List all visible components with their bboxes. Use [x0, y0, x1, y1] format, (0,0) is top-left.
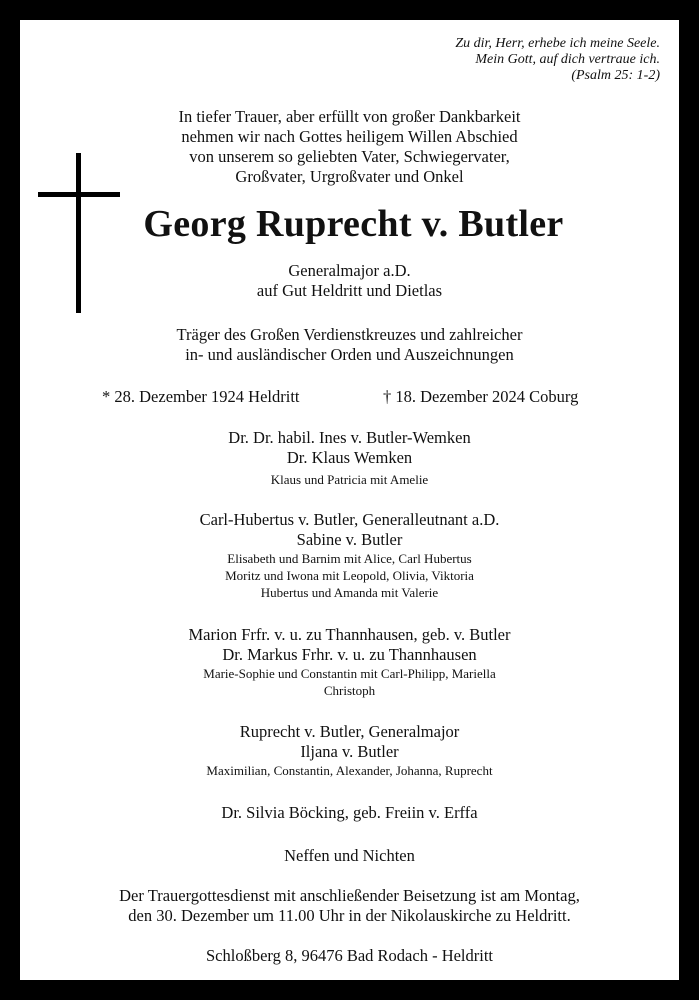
service-line: den 30. Dezember um 11.00 Uhr in der Nikolauskirche zu Heldritt.	[128, 906, 571, 925]
nephews-nieces: Neffen und Nichten	[284, 846, 415, 865]
family-group-4	[20, 722, 679, 779]
family-member: Dr. Markus Frhr. v. u. zu Thannhausen	[222, 645, 477, 664]
deceased-honors	[20, 325, 679, 365]
deceased-name: Georg Ruprecht v. Butler	[143, 203, 564, 245]
family-children: Marie-Sophie und Constantin mit Carl-Philipp, Mariella	[203, 666, 496, 681]
family-children: Moritz und Iwona mit Leopold, Olivia, Viktoria	[225, 568, 474, 583]
family-member: Dr. Klaus Wemken	[286, 448, 413, 467]
family-children: Maximilian, Constantin, Alexander, Johanna, Ruprecht	[206, 763, 493, 778]
family-member: Dr. Dr. habil. Ines v. Butler-Wemken	[228, 428, 471, 447]
intro-text	[20, 107, 679, 187]
deceased-titles	[20, 261, 679, 301]
psalm-quote	[455, 36, 660, 84]
honor-line: in- und ausländischer Orden und Auszeichnungen	[185, 345, 514, 364]
family-children: Elisabeth und Barnim mit Alice, Carl Hubertus	[227, 551, 472, 566]
intro-line: nehmen wir nach Gottes heiligem Willen Abschied	[181, 127, 518, 146]
birth-date: * 28. Dezember 1924 Heldritt	[102, 387, 300, 406]
family-member: Marion Frfr. v. u. zu Thannhausen, geb. v. Butler	[188, 625, 511, 644]
family-children: Klaus und Patricia mit Amelie	[270, 472, 429, 487]
obituary-notice	[20, 20, 679, 980]
intro-line: von unserem so geliebten Vater, Schwiegervater,	[189, 147, 510, 166]
silvia-boecking: Dr. Silvia Böcking, geb. Freiin v. Erffa	[221, 803, 478, 822]
intro-line: In tiefer Trauer, aber erfüllt von großer Dankbarkeit	[178, 107, 521, 126]
address: Schloßberg 8, 96476 Bad Rodach - Heldritt	[205, 946, 494, 965]
title-line: Generalmajor a.D.	[288, 261, 411, 280]
psalm-line-2: Mein Gott, auf dich vertraue ich.	[475, 52, 660, 67]
funeral-service-info	[20, 886, 679, 926]
family-group-1	[20, 428, 679, 488]
title-line: auf Gut Heldritt und Dietlas	[256, 281, 443, 300]
service-line: Der Trauergottesdienst mit anschließender Beisetzung ist am Montag,	[119, 886, 580, 905]
intro-line: Großvater, Urgroßvater und Onkel	[235, 167, 464, 186]
family-children: Hubertus und Amanda mit Valerie	[260, 585, 439, 600]
family-group-2	[20, 510, 679, 601]
family-member: Ruprecht v. Butler, Generalmajor	[239, 722, 460, 741]
death-date: † 18. Dezember 2024 Coburg	[383, 387, 579, 406]
family-member: Iljana v. Butler	[300, 742, 399, 761]
psalm-line-1: Zu dir, Herr, erhebe ich meine Seele.	[455, 36, 660, 51]
family-children: Christoph	[323, 683, 376, 698]
family-member: Sabine v. Butler	[296, 530, 403, 549]
honor-line: Träger des Großen Verdienstkreuzes und zahlreicher	[176, 325, 523, 344]
psalm-reference: (Psalm 25: 1-2)	[571, 68, 660, 83]
family-member: Carl-Hubertus v. Butler, Generalleutnant a.D.	[199, 510, 500, 529]
family-group-3	[20, 625, 679, 699]
